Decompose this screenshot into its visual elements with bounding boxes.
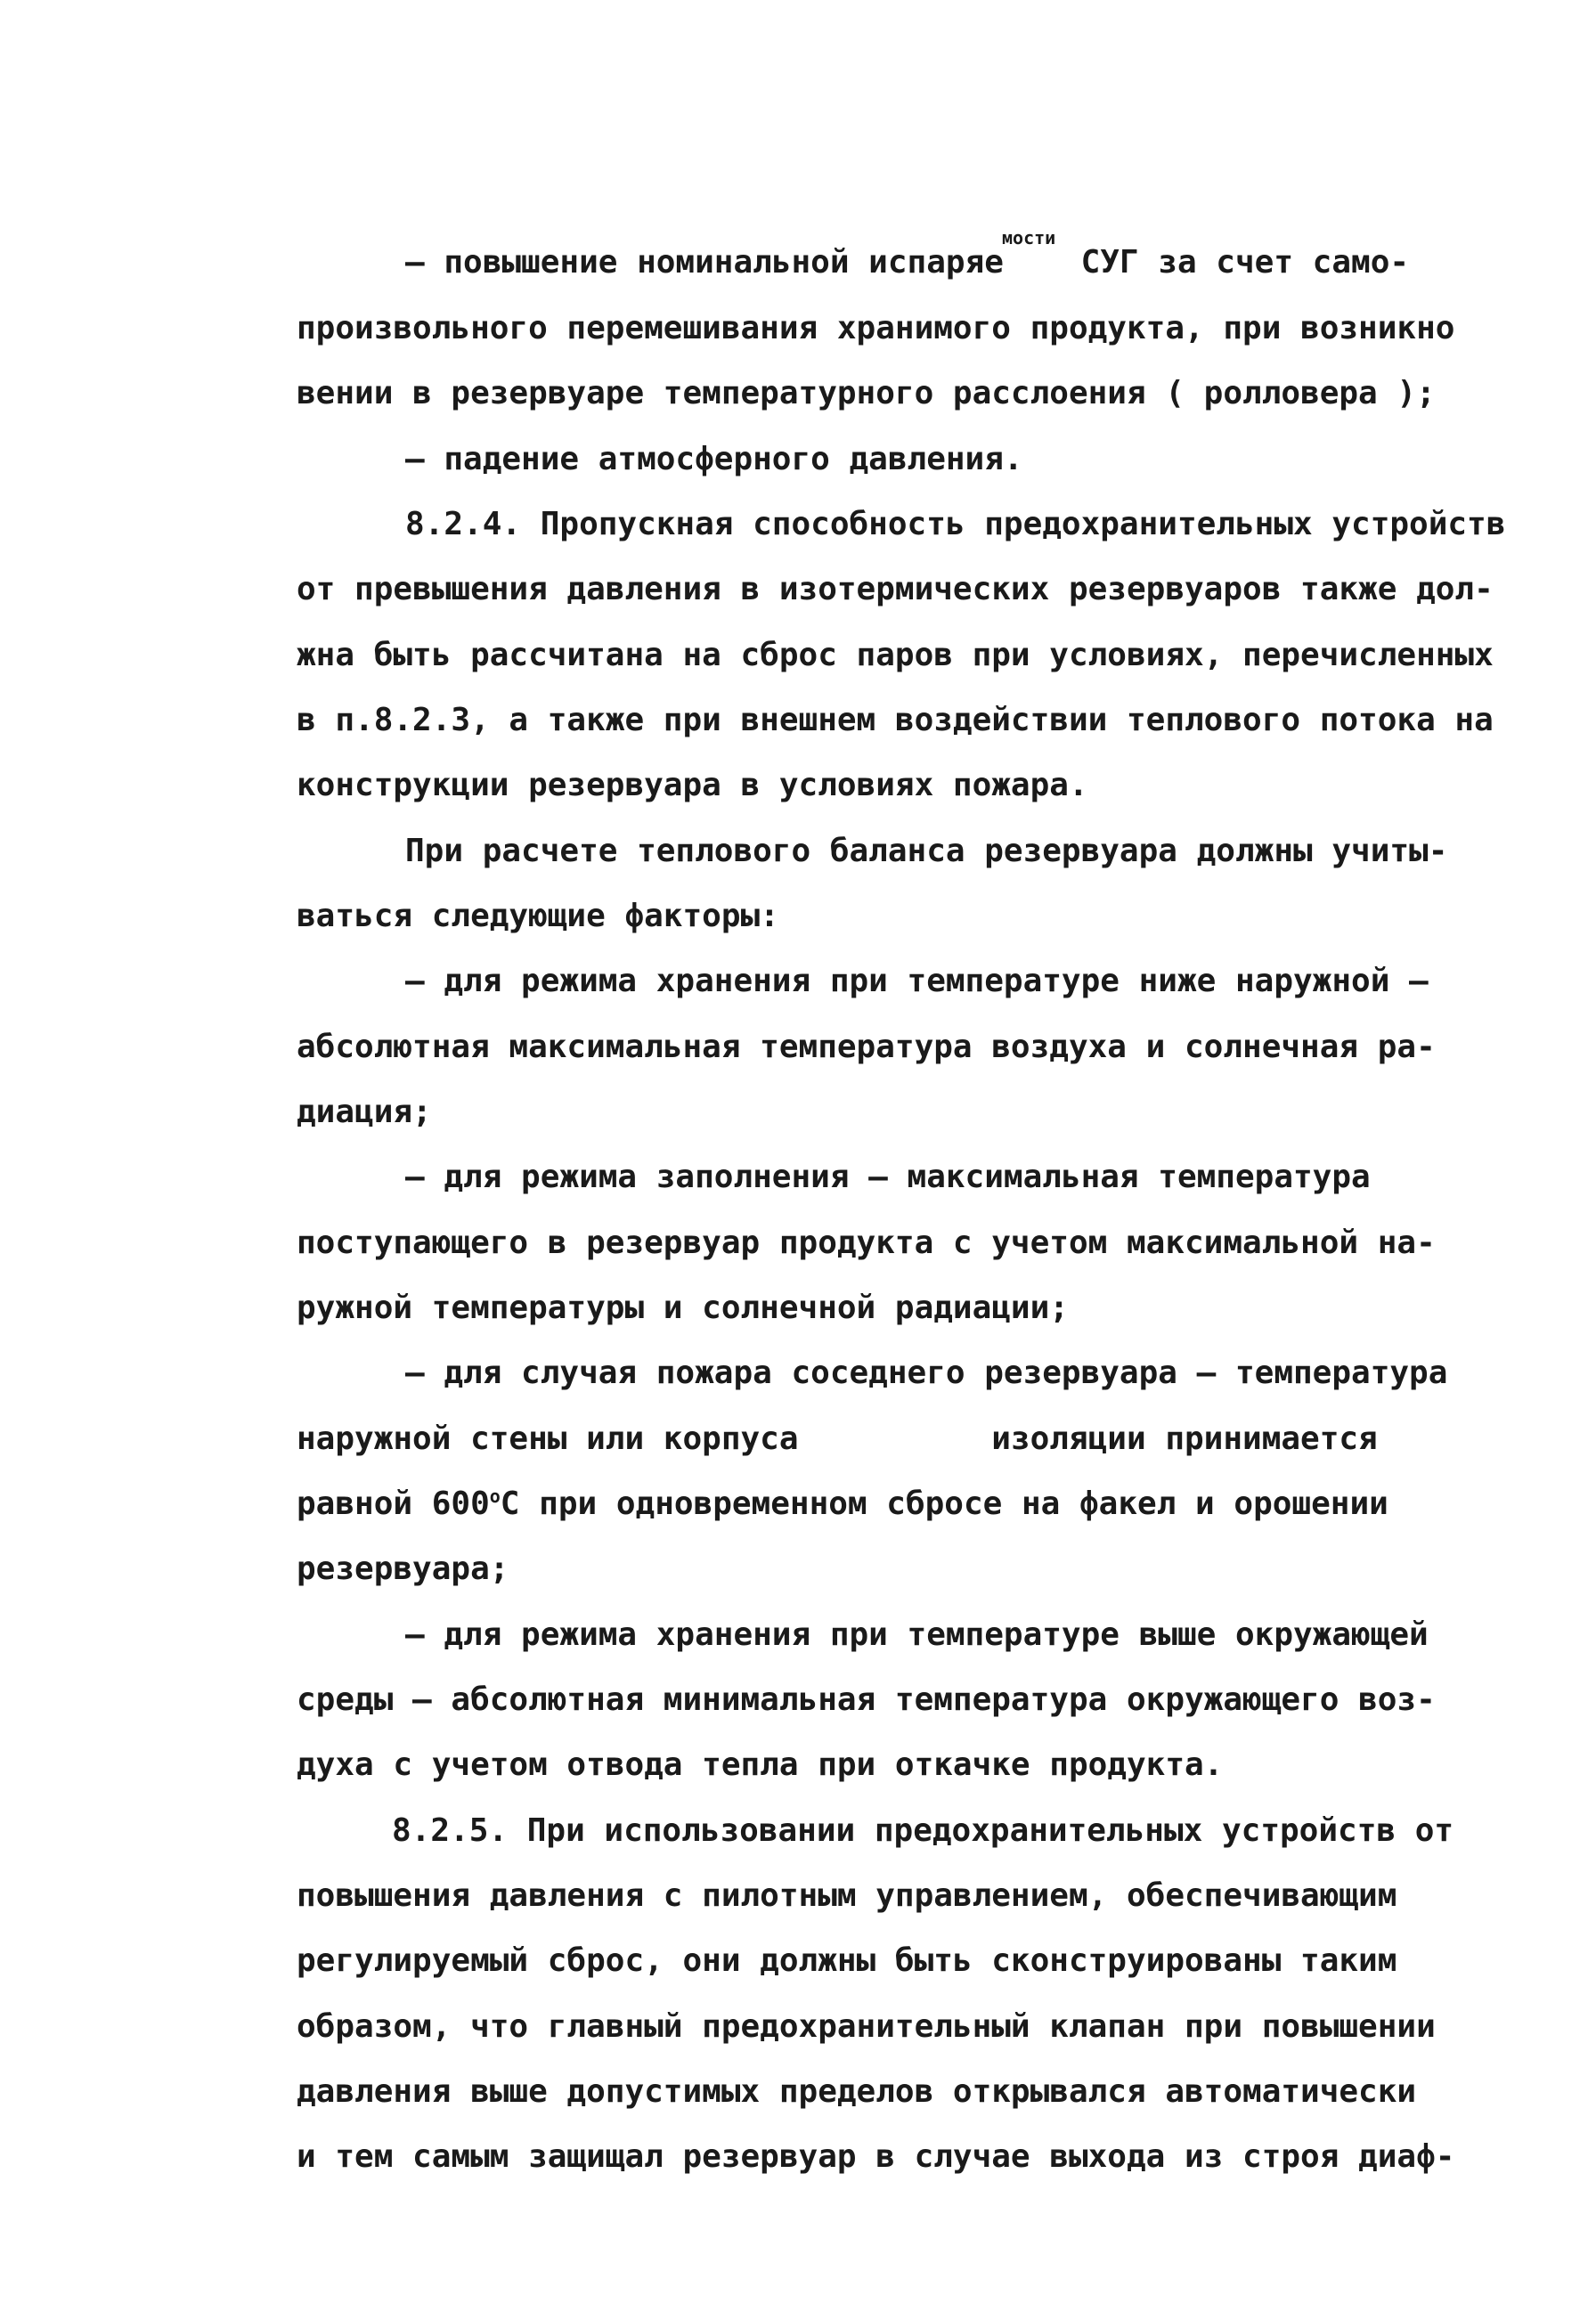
degree-superscript: о [489, 1486, 501, 1507]
text-line: регулируемый сброс, они должны быть сконструированы таким [297, 1942, 1397, 1979]
text-line: – для режима хранения при температуре ниже наружной – [405, 963, 1429, 999]
section-heading: 8.2.4. Пропускная способность предохранительных устройств [405, 506, 1506, 542]
text-line: поступающего в резервуар продукта с учетом максимальной на- [297, 1225, 1436, 1261]
text-line: произвольного перемешивания хранимого продукта, при возникно [297, 310, 1455, 346]
text-line: от превышения давления в изотермических резервуаров также дол- [297, 571, 1494, 607]
text-line: диация; [297, 1094, 432, 1130]
text-line: – для режима хранения при температуре выше окружающей [405, 1616, 1429, 1653]
text-line: духа с учетом отвода тепла при откачке продукта. [297, 1746, 1224, 1783]
text-line: – для случая пожара соседнего резервуара – температура [405, 1355, 1448, 1391]
text-line-with-degree [297, 1485, 1388, 1524]
text-line: жна быть рассчитана на сброс паров при условиях, перечисленных [297, 637, 1494, 673]
text-line: – повышение номинальной испаряе СУГ за счет само- [405, 244, 1410, 281]
text-line: резервуара; [297, 1551, 509, 1587]
text-segment: равной 600 [297, 1486, 490, 1522]
text-line: повышения давления с пилотным управлением, обеспечивающим [297, 1877, 1397, 1914]
text-line: конструкции резервуара в условиях пожара. [297, 767, 1088, 803]
text-line: ваться следующие факторы: [297, 898, 779, 934]
section-heading: 8.2.5. При использовании предохранительных устройств от [392, 1812, 1454, 1849]
text-line: ружной температуры и солнечной радиации; [297, 1290, 1069, 1326]
text-line: и тем самым защищал резервуар в случае выхода из строя диаф- [297, 2138, 1455, 2175]
text-line: наружной стены или корпуса изоляции принимается [297, 1421, 1378, 1457]
text-line: – падение атмосферного давления. [405, 441, 1023, 477]
text-line: При расчете теплового баланса резервуара должны учиты- [405, 833, 1448, 869]
text-segment: С при одновременном сбросе на факел и орошении [500, 1486, 1388, 1522]
text-line: образом, что главный предохранительный клапан при повышении [297, 2008, 1436, 2045]
text-line: – для режима заполнения – максимальная температура [405, 1159, 1371, 1195]
text-line: среды – абсолютная минимальная температура окружающего воз- [297, 1681, 1436, 1718]
text-line: абсолютная максимальная температура воздуха и солнечная ра- [297, 1029, 1436, 1065]
text-line: в п.8.2.3, а также при внешнем воздействии теплового потока на [297, 702, 1494, 738]
text-line: давления выше допустимых пределов открывался автоматически [297, 2073, 1417, 2110]
handwritten-insert: мости [1002, 227, 1056, 248]
text-line: вении в резервуаре температурного расслоения ( ролловера ); [297, 375, 1436, 411]
